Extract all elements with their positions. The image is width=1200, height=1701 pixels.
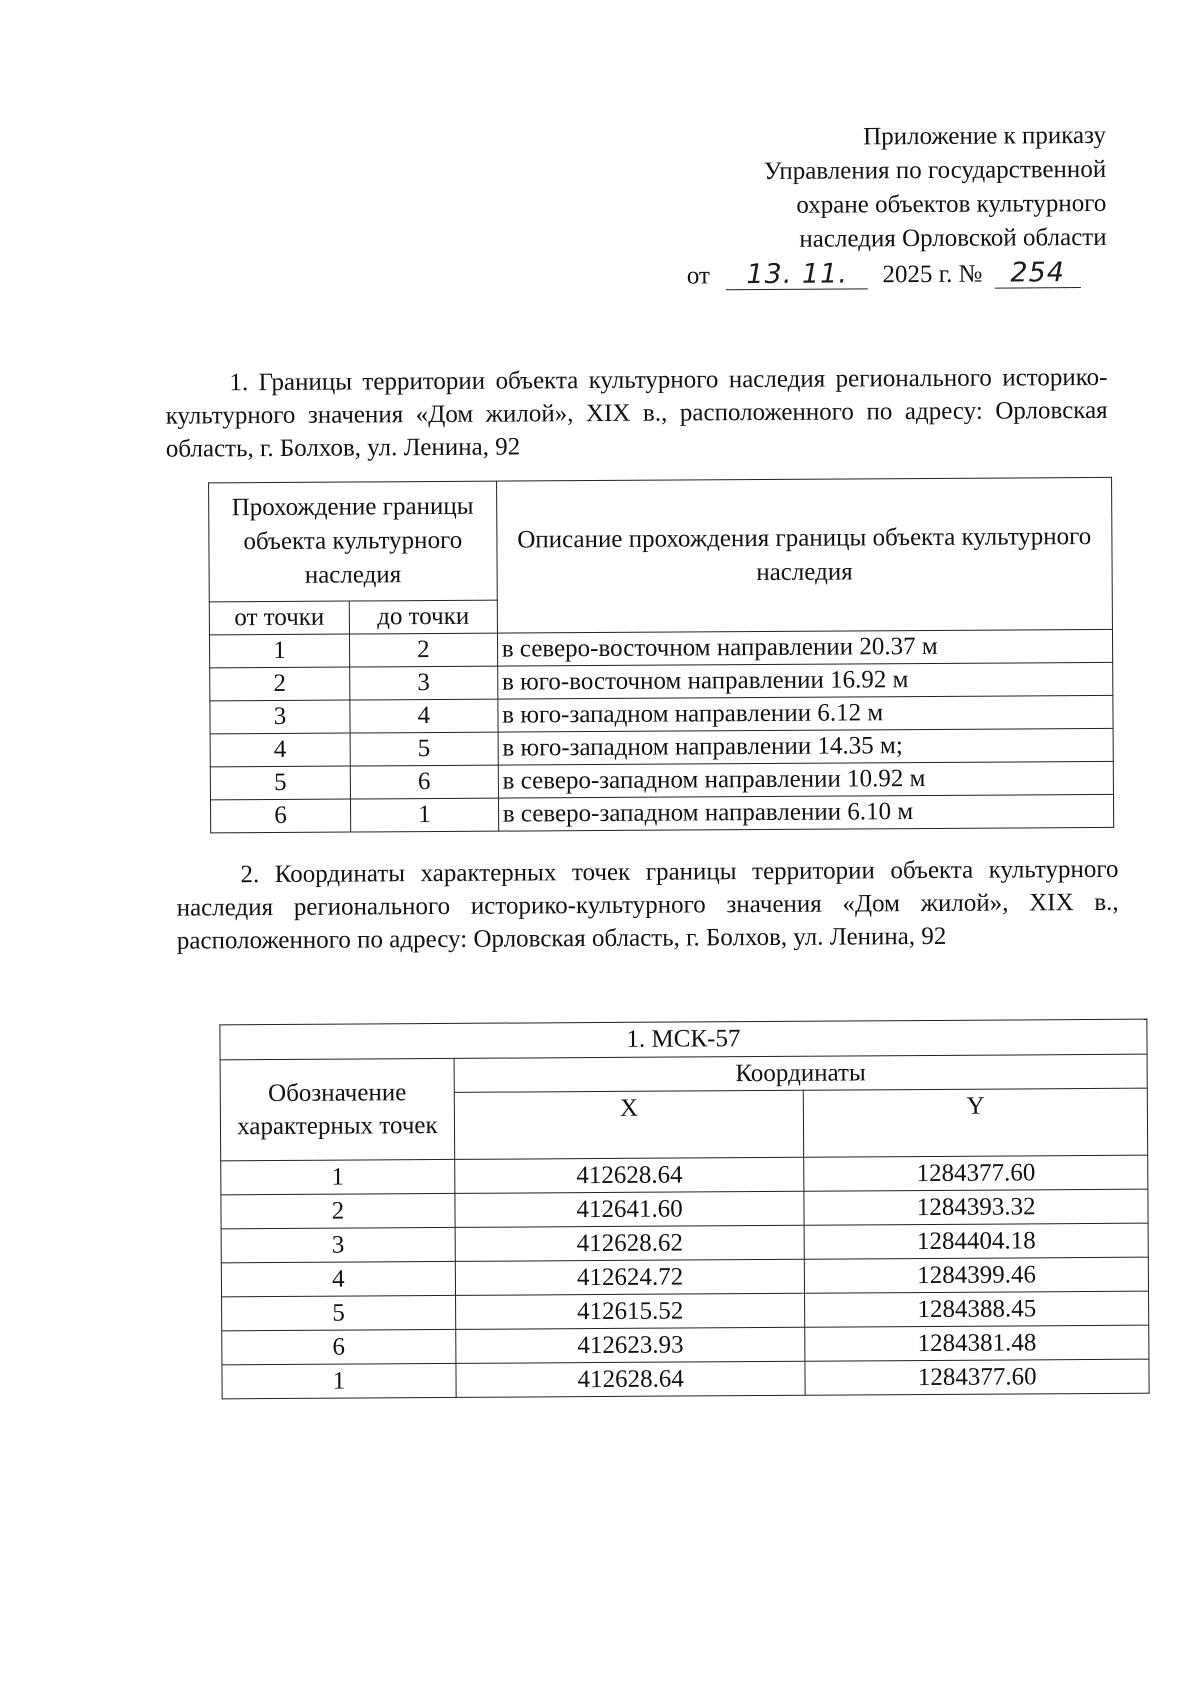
order-date-line [687,259,1081,290]
handwritten-date: 13. 11. [726,260,868,290]
header-coordinates: Координаты [454,1054,1147,1092]
y-cell: 1284393.32 [804,1189,1148,1225]
x-cell: 412628.64 [456,1361,806,1397]
section-1-heading [165,361,1108,466]
boundary-description-table [208,477,1114,834]
point-cell: 2 [221,1193,455,1228]
description-cell: в юго-восточном направлении 16.92 м [497,662,1112,699]
header-line: Приложение к приказу [863,121,1107,151]
table-row [221,1257,1148,1297]
table-row [210,794,1113,833]
section-number: 2. [240,861,260,889]
to-point-cell: 2 [349,633,497,667]
from-point-cell: 2 [210,667,350,701]
table-row [210,728,1113,767]
header-line: наследия Орловской области [799,223,1107,253]
y-cell: 1284377.60 [804,1155,1148,1191]
header-to-point: до точки [349,600,497,634]
table-row [209,629,1112,668]
from-point-cell: 3 [210,700,350,734]
appendix-header [676,119,1107,258]
from-point-cell: 5 [210,766,350,800]
table-row [210,662,1113,701]
section-number: 1. [229,369,249,397]
section-2-heading [176,853,1119,958]
description-cell: в юго-западном направлении 14.35 м; [498,728,1113,765]
x-cell: 412641.60 [455,1191,805,1227]
header-point-designation: Обозначение характерных точек [220,1058,454,1160]
point-cell: 3 [221,1227,455,1262]
y-cell: 1284381.48 [805,1325,1149,1361]
x-cell: 412624.72 [455,1259,805,1295]
point-cell: 4 [221,1261,455,1296]
section-text: Границы территории объекта культурного наследия регионального историко-культурного значения «Дом жилой», XIX в., расположенного по адресу: Орловская область, г. Болхов, ул. Ленина, 92 [165,363,1108,463]
header-from-point: от точки [209,601,349,635]
header-line: Управления по государственной [763,155,1107,185]
to-point-cell: 6 [350,765,498,799]
header-x: X [454,1090,804,1159]
header-y: Y [804,1088,1148,1157]
table-row [210,695,1113,734]
y-cell: 1284388.45 [805,1291,1149,1327]
point-cell: 6 [222,1329,456,1364]
to-point-cell: 3 [350,666,498,700]
point-cell: 1 [222,1363,456,1398]
coordinate-system-title: 1. МСК-57 [220,1019,1147,1060]
description-cell: в северо-восточном направлении 20.37 м [497,629,1112,666]
to-point-cell: 5 [350,732,498,766]
table-row [222,1359,1149,1399]
from-point-cell: 4 [210,733,350,767]
table-row [221,1223,1148,1263]
table-row [210,761,1113,800]
year-number-label: 2025 г. № [882,260,983,289]
x-cell: 412623.93 [456,1327,806,1363]
description-cell: в северо-западном направлении 6.10 м [498,794,1113,831]
x-cell: 412615.52 [455,1293,805,1329]
from-point-cell: 6 [210,799,350,833]
y-cell: 1284399.46 [805,1257,1149,1293]
description-cell: в северо-западном направлении 10.92 м [498,761,1113,798]
table-row [222,1325,1149,1365]
table-row [222,1291,1149,1331]
to-point-cell: 1 [350,798,498,832]
header-boundary-passage: Прохождение границы объекта культурного наследия [209,481,497,602]
header-boundary-description: Описание прохождения границы объекта культурного наследия [496,477,1112,633]
x-cell: 412628.64 [455,1157,805,1193]
x-cell: 412628.62 [455,1225,805,1261]
header-line: охране объектов культурного [796,189,1107,219]
y-cell: 1284404.18 [804,1223,1148,1259]
to-point-cell: 4 [350,699,498,733]
date-prefix: от [686,262,710,290]
y-cell: 1284377.60 [805,1359,1149,1395]
coordinates-table [219,1019,1149,1400]
table-row [221,1155,1148,1195]
point-cell: 5 [222,1295,456,1330]
from-point-cell: 1 [209,634,349,668]
table-row [221,1189,1148,1229]
point-cell: 1 [221,1159,455,1194]
description-cell: в юго-западном направлении 6.12 м [498,695,1113,732]
section-text: Координаты характерных точек границы территории объекта культурного наследия регионального историко-культурного значения «Дом жилой», XIX в., расположенного по адресу: Орловская область, г. Болхов, ул. Ленина, 92 [176,855,1119,955]
handwritten-order-number: 254 [995,259,1081,289]
